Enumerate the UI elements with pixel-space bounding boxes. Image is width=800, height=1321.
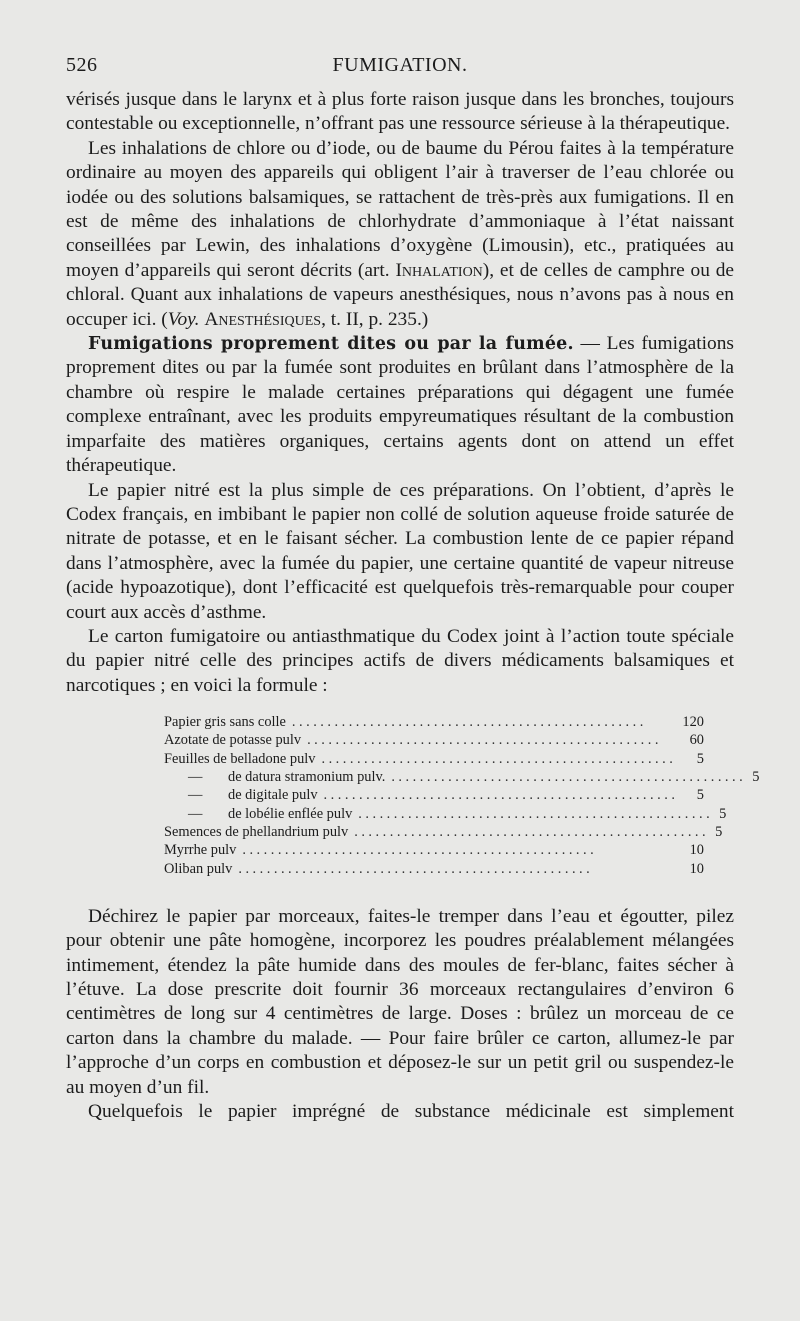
ingredient-name: Feuilles de belladone pulv [164, 750, 316, 767]
formula-row [164, 750, 704, 768]
ingredient-name: Myrrhe pulv [164, 842, 237, 859]
leader-dots: .................................................. [242, 842, 598, 859]
paragraph-inhalations [66, 137, 734, 332]
ingredient-name-text: de digitale pulv [228, 787, 318, 804]
formula-row [164, 805, 727, 823]
leader-dots: .................................................. [358, 805, 714, 822]
paragraph-fumigations [66, 332, 734, 478]
ingredient-quantity: 5 [719, 805, 727, 822]
ingredient-name: Oliban pulv [164, 860, 233, 877]
ingredient-quantity: 10 [689, 842, 704, 859]
page-number: 526 [66, 54, 98, 76]
leader-dots: .................................................. [291, 714, 647, 731]
leader-dots: .................................................. [323, 787, 679, 804]
formula-row [164, 731, 704, 749]
section-heading: Fumigations proprement dites ou par la fumée. [88, 334, 574, 355]
ingredient-name [164, 786, 318, 804]
ingredient-quantity: 5 [696, 750, 704, 767]
page-header [66, 54, 734, 84]
formula-row [164, 860, 704, 878]
paragraph-final: Quelquefois le papier imprégné de substance médicinale est simplement [88, 1101, 734, 1123]
ingredient-quantity: 5 [696, 787, 704, 804]
ingredient-quantity: 60 [689, 732, 704, 749]
paragraph-preparation: Déchirez le papier par morceaux, faites-le tremper dans l’eau et égoutter, pilez pour obtenir une pâte homogène, incorporez les poudres préalablement mélangées intimement, étendez la pâte humide dans des moules de fer-blanc, faites sécher à l’étuve. La dose prescrite doit fournir 36 morceaux rectangulaires d’environ 6 centimètres de long sur 4 centimètres de large. Doses : brûlez un morceau de ce carton dans la chambre du malade. — Pour faire brûler ce carton, allumez-le par l’approche d’un corps en combustion et déposez-le sur un petit gril ou suspendez-le au moyen d’un fil. [66, 905, 734, 1098]
cross-reference-anesthesiques: Anesthésiques [204, 308, 322, 330]
leader-dots: .................................................. [321, 750, 677, 767]
ingredient-name-text: de lobélie enflée pulv [228, 805, 353, 822]
paragraph-continuation: vérisés jusque dans le larynx et à plus forte raison jusque dans les bronches, toujours contestable ou exceptionnelle, n’offrant pas une ressource sérieuse à la thérapeutique. [66, 89, 734, 135]
leader-dots: .................................................. [391, 769, 747, 786]
ditto-dash: — [188, 805, 203, 822]
ingredient-name [164, 768, 385, 786]
formula-row [164, 768, 760, 786]
text-run: — Les fumigations proprement dites ou par la fumée sont produites en brûlant dans l’atmosphère de la chambre où respire le malade certaines préparations qui dégagent une fumée complexe entraînant, avec les produits empyreumatiques résultant de la combustion imparfaite des matières organiques, certains agents dont on attend un effet thérapeutique. [66, 333, 734, 477]
leader-dots: .................................................. [307, 732, 662, 749]
formula-row [164, 786, 704, 804]
formula-row [164, 823, 723, 841]
paragraph-papier-nitre: Le papier nitré est la plus simple de ces préparations. On l’obtient, d’après le Codex français, en imbibant le papier non collé de solution aqueuse froide saturée de nitrate de potasse, et en le faisant sécher. La combustion lente de ce papier répand dans l’atmosphère, avec la fumée du papier, une certaine quantité de vapeur nitreuse (acide hypoazotique), dont l’efficacité est quelquefois très-remarquable pour couper court aux accès d’asthme. [66, 479, 734, 623]
page-body [66, 88, 760, 1124]
running-head: FUMIGATION. [332, 54, 468, 76]
ditto-dash: — [188, 787, 203, 804]
ingredient-quantity: 120 [682, 714, 704, 731]
ingredient-name-text: de datura stramonium pulv. [228, 769, 386, 786]
cross-reference-inhalation: Inhalation [395, 259, 483, 281]
ingredient-name: Semences de phellandrium pulv [164, 823, 349, 840]
voy-abbreviation: Voy. [167, 308, 200, 330]
text-run: , t. II, p. 235.) [321, 308, 429, 330]
formula-row [164, 841, 704, 859]
ingredient-quantity: 5 [715, 823, 723, 840]
ingredient-name [164, 805, 352, 823]
paragraph-carton: Le carton fumigatoire ou antiasthmatique du Codex joint à l’action toute spéciale du papier nitré celle des principes actifs de divers médicaments balsamiques et narcotiques ; en voici la formule : [66, 625, 734, 696]
text-run: ), et de celles de camphre ou de chloral. Quant aux inhalations de vapeurs anesthésiques, nous n’avons pas à nous en occuper ici. ( [66, 259, 735, 330]
leader-dots: .................................................. [238, 860, 594, 877]
formula-table [164, 713, 760, 878]
formula-row [164, 713, 704, 731]
leader-dots: .................................................. [354, 823, 710, 840]
ingredient-name: Azotate de potasse pulv [164, 732, 302, 749]
ingredient-quantity: 10 [689, 860, 704, 877]
ditto-dash: — [188, 769, 203, 786]
ingredient-quantity: 5 [752, 769, 760, 786]
ingredient-name: Papier gris sans colle [164, 714, 286, 731]
text-run: Les inhalations de chlore ou d’iode, ou de baume du Pérou faites à la température ordinaire au moyen des appareils qui obligent l’air à traverser de l’eau chlorée ou iodée ou des solutions balsamiques, se rattachent de très-près aux fumigations. Il en est de même des inhalations de chlorhydrate d’ammoniaque à l’état naissant conseillées par Lewin, des inhalations d’oxygène (Limousin), etc., pratiquées au moyen d’appareils qui seront décrits (art. [66, 137, 734, 281]
